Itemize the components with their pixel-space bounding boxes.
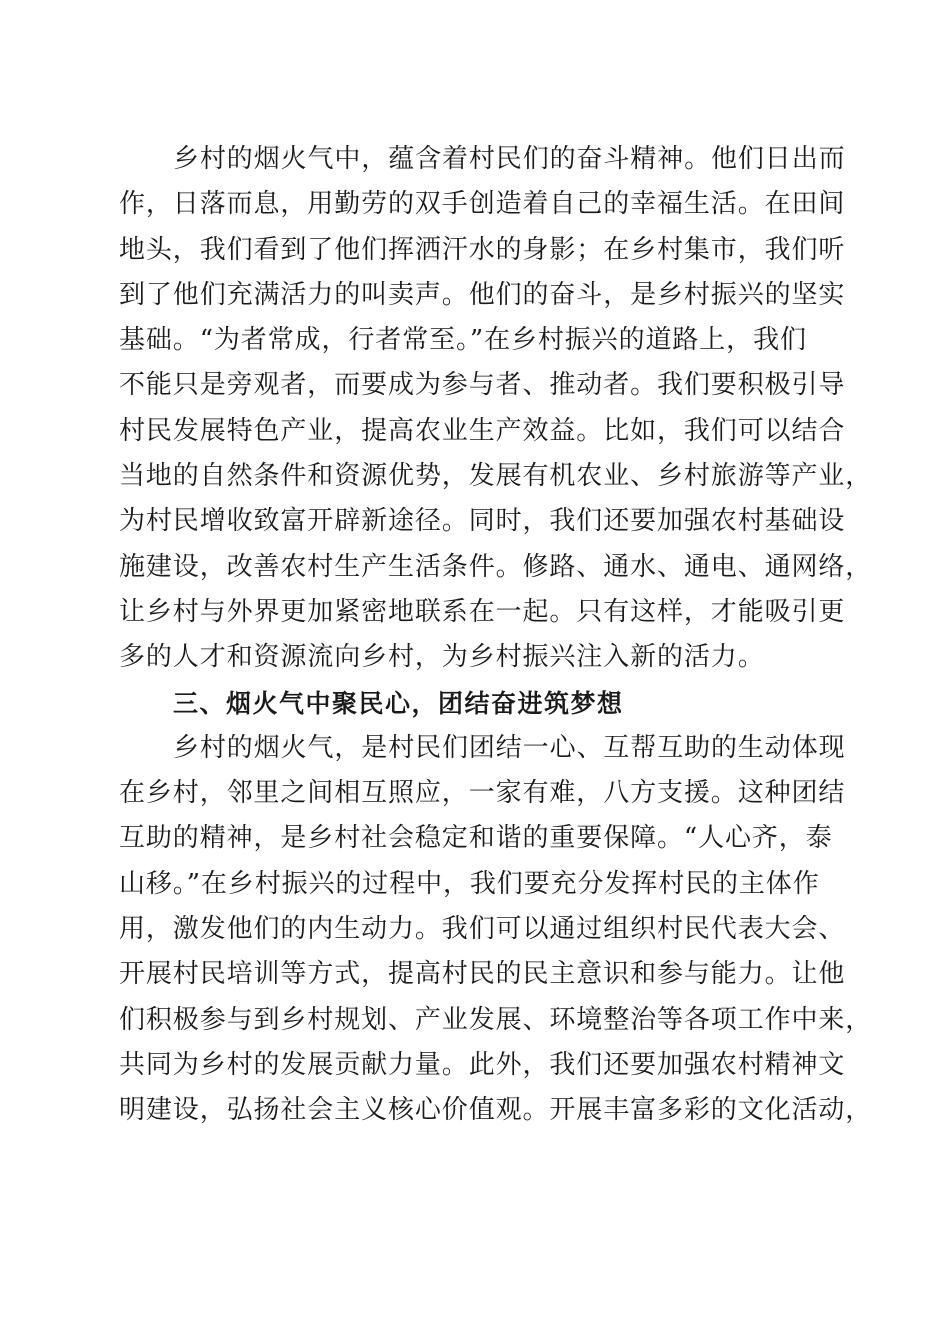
paragraph-1: [119, 137, 873, 681]
text-line: 互助的精神，是乡村社会稳定和谐的重要保障。“人心齐，泰: [119, 823, 833, 854]
text-line: 乡村的烟火气，是村民们团结一心、互帮互助的生动体现: [173, 732, 846, 763]
text-line: 们积极参与到乡村规划、产业发展、环境整治等各项工作中来，: [119, 1004, 873, 1035]
text-line: 为村民增收致富开辟新途径。同时，我们还要加强农村基础设: [119, 506, 846, 537]
text-line: 当地的自然条件和资源优势，发展有机农业、乡村旅游等产业，: [119, 461, 873, 492]
section-heading: 三、烟火气中聚民心，团结奋进筑梦想: [173, 688, 624, 718]
text-line: 作，日落而息，用勤劳的双手创造着自己的幸福生活。在田间: [119, 189, 846, 220]
text-line: 用，激发他们的内生动力。我们可以通过组织村民代表大会、: [119, 914, 846, 945]
text-line: 基础。“为者常成，行者常至。”在乡村振兴的道路上，我们: [119, 325, 807, 356]
text-line: 山移。”在乡村振兴的过程中，我们要充分发挥村民的主体作: [119, 868, 820, 899]
text-line: 地头，我们看到了他们挥洒汗水的身影；在乡村集市，我们听: [119, 234, 846, 265]
text-line: 多的人才和资源流向乡村，为乡村振兴注入新的活力。: [119, 642, 765, 673]
text-line: 在乡村，邻里之间相互照应，一家有难，八方支援。这种团结: [119, 778, 846, 809]
text-line: 施建设，改善农村生产生活条件。修路、通水、通电、通网络，: [119, 551, 873, 582]
text-line: 不能只是旁观者，而要成为参与者、推动者。我们要积极引导: [119, 370, 846, 401]
document-body: [119, 137, 873, 1134]
paragraph-2: [119, 726, 873, 1134]
text-line: 让乡村与外界更加紧密地联系在一起。只有这样，才能吸引更: [119, 596, 846, 627]
text-line: 共同为乡村的发展贡献力量。此外，我们还要加强农村精神文: [119, 1049, 846, 1080]
text-line: 村民发展特色产业，提高农业生产效益。比如，我们可以结合: [119, 415, 846, 446]
text-line: 明建设，弘扬社会主义核心价值观。开展丰富多彩的文化活动，: [119, 1095, 873, 1126]
text-line: 乡村的烟火气中，蕴含着村民们的奋斗精神。他们日出而: [173, 144, 846, 174]
text-line: 到了他们充满活力的叫卖声。他们的奋斗，是乡村振兴的坚实: [119, 279, 846, 310]
text-line: 开展村民培训等方式，提高村民的民主意识和参与能力。让他: [119, 959, 846, 990]
